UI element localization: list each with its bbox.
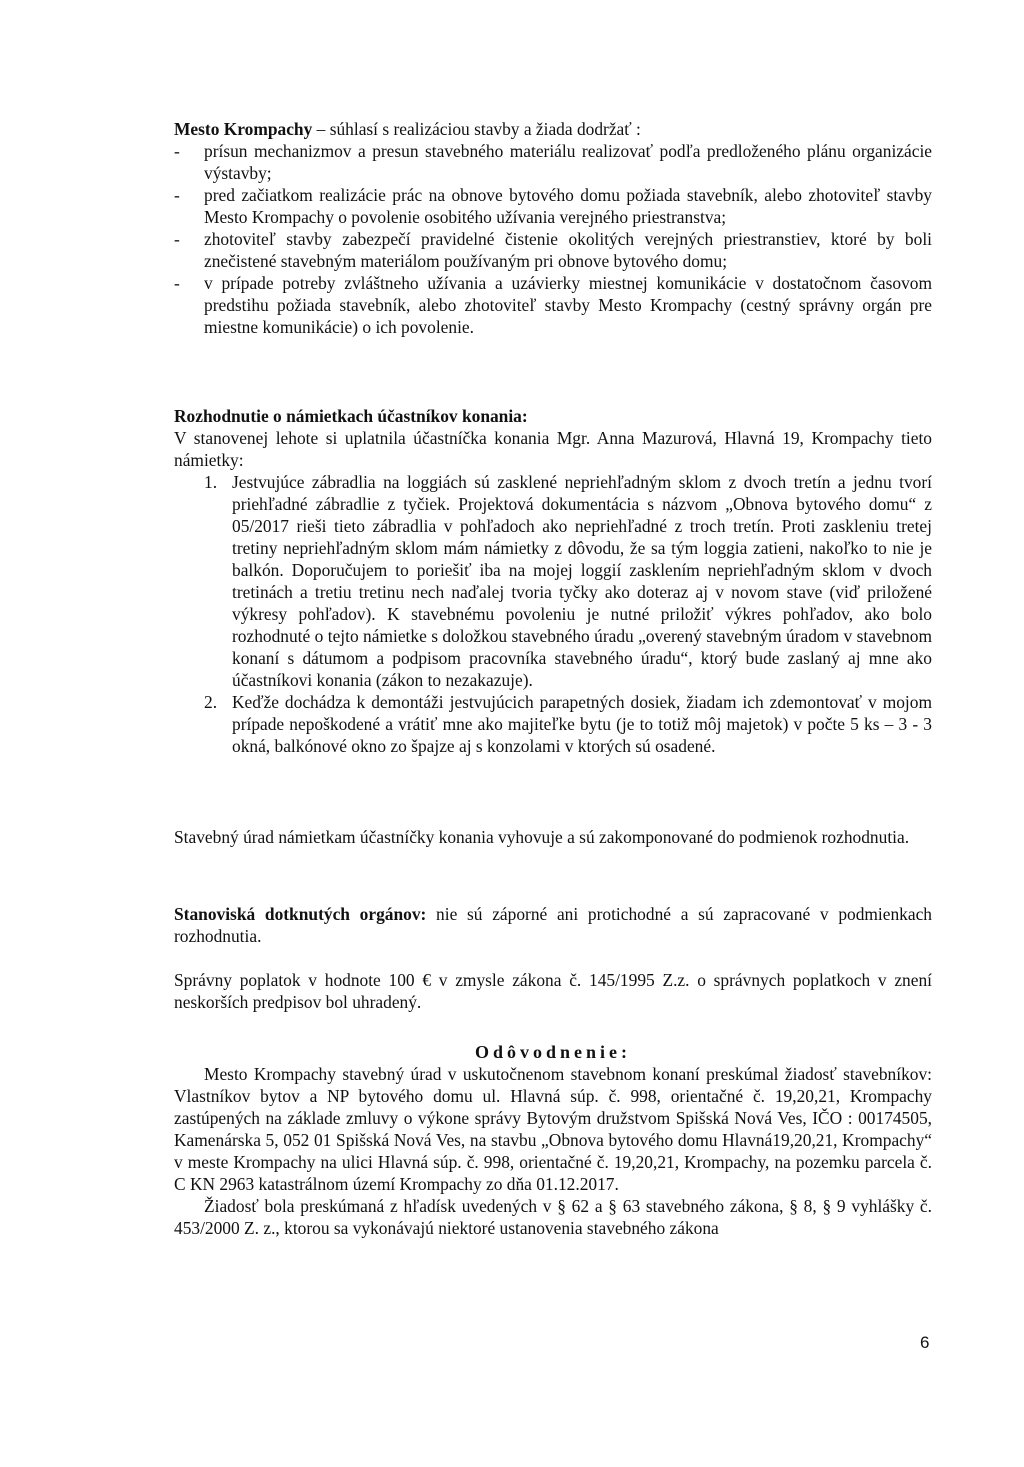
reasoning-section — [174, 1041, 932, 1239]
objections-lead: V stanovenej lehote si uplatnila účastníčka konania Mgr. Anna Mazurová, Hlavná 19, Krompachy tieto námietky: — [174, 428, 932, 470]
item-number: 1. — [204, 472, 218, 492]
list-item — [174, 691, 932, 757]
decision-text: Stavebný úrad námietkam účastníčky konania vyhovuje a sú zakomponované do podmienok rozhodnutia. — [174, 827, 910, 847]
city-conditions-section — [174, 118, 932, 338]
reasoning-paragraph-2: Žiadosť bola preskúmaná z hľadísk uvedených v § 62 a § 63 stavebného zákona, § 8, § 9 vyhlášky č. 453/2000 Z. z., ktorou sa vykonávajú niektoré ustanovenia stavebného zákona — [174, 1196, 932, 1238]
list-item — [174, 471, 932, 691]
reasoning-title: Odôvodnenie: — [474, 1042, 632, 1062]
objections-list — [174, 471, 932, 757]
item-number: 2. — [204, 692, 218, 712]
list-item: - zhotoviteľ stavby zabezpečí pravidelné čistenie okolitých verejných priestranstiev, ktoré by boli znečistené stavebným materiálom používaným pri obnove bytového domu; — [174, 228, 932, 272]
objections-heading: Rozhodnutie o námietkach účastníkov konania: — [174, 406, 528, 426]
item-text: Jestvujúce zábradlia na loggiách sú zasklené nepriehľadným sklom z dvoch tretín a jednu tvorí priehľadné zábradlie z tyčiek. Projektová dokumentácia s názvom „Obnova bytového domu“ z 05/2017 rieši tieto zábradlia v pohľadoch ako nepriehľadné z troch tretín. Proti zaskleniu tretej tretiny nepriehľadným sklom mám námietky z dôvodu, že sa tým loggia zatieni, nakoľko to nie je balkón. Doporučujem to poriešiť iba na mojej loggií zasklením nepriehľadným sklom v dvoch tretinách a tretiu tretinu nech naďalej tvoria tyčky ako doteraz aj v novom stave (viď priložené výkresy pohľadov). K stavebnému povoleniu je nutné priložiť výkres pohľadov, ako bolo rozhodnuté o tejto námietke s doložkou stavebného úradu „overený stavebným úradom v stavebnom konaní s dátumom a podpisom pracovníka stavebného úradu“, ktorý bude zaslaný aj mne ako účastníkovi konania (zákon to nezakazuje). — [232, 472, 932, 690]
objections-section — [174, 405, 932, 757]
city-conditions-lead — [174, 118, 932, 140]
city-name: Mesto Krompachy — [174, 119, 313, 139]
page-number: 6 — [920, 1333, 930, 1352]
fee-paragraph — [174, 969, 932, 1013]
list-item: - v prípade potreby zvláštneho užívania a uzávierky miestnej komunikácie v dostatočnom časovom predstihu požiada stavebník, alebo zhotoviteľ stavby Mesto Krompachy (cestný správny orgán pre miestne komunikácie) o ich povolenie. — [174, 272, 932, 338]
fee-text: Správny poplatok v hodnote 100 € v zmysle zákona č. 145/1995 Z.z. o správnych poplatkoch v znení neskorších predpisov bol uhradený. — [174, 970, 932, 1012]
reasoning-paragraph-1: Mesto Krompachy stavebný úrad v uskutočnenom stavebnom konaní preskúmal žiadosť stavebníkov: Vlastníkov bytov a NP bytového domu ul. Hlavná súp. č. 998, orientačné č. 19,20,21, Krompachy zastúpených na základe zmluvy o výkone správy Bytovým družstvom Spišská Nová Ves, IČO : 00174505, Kamenárska 5, 052 01 Spišská Nová Ves, na stavbu „Obnova bytového domu Hlavná19,20,21, Krompachy“ v meste Krompachy na ulici Hlavná súp. č. 998, orientačné č. 19,20,21, Krompachy, na pozemku parcela č. C KN 2963 katastrálnom území Krompachy zo dňa 01.12.2017. — [174, 1064, 932, 1194]
opinions-paragraph — [174, 903, 932, 947]
opinions-label: Stanoviská dotknutých orgánov: — [174, 904, 427, 924]
city-conditions-text: – súhlasí s realizáciou stavby a žiada dodržať : — [312, 119, 641, 139]
decision-paragraph — [174, 826, 932, 848]
list-item: - pred začiatkom realizácie prác na obnove bytového domu požiada stavebník, alebo zhotoviteľ stavby Mesto Krompachy o povolenie osobitého užívania verejného priestranstva; — [174, 184, 932, 228]
list-item: - prísun mechanizmov a presun stavebného materiálu realizovať podľa predloženého plánu organizácie výstavby; — [174, 140, 932, 184]
opinions-text: nie sú záporné ani protichodné a sú zapracované v podmienkach rozhodnutia. — [174, 904, 933, 946]
city-conditions-list — [174, 140, 932, 338]
item-text: Keďže dochádza k demontáži jestvujúcich parapetných dosiek, žiadam ich zdemontovať v mojom prípade nepoškodené a vrátiť mne ako majiteľke bytu (je to totiž môj majetok) v počte 5 ks – 3 - 3 okná, balkónové okno zo špajze aj s konzolami v ktorých sú osadené. — [232, 692, 932, 756]
